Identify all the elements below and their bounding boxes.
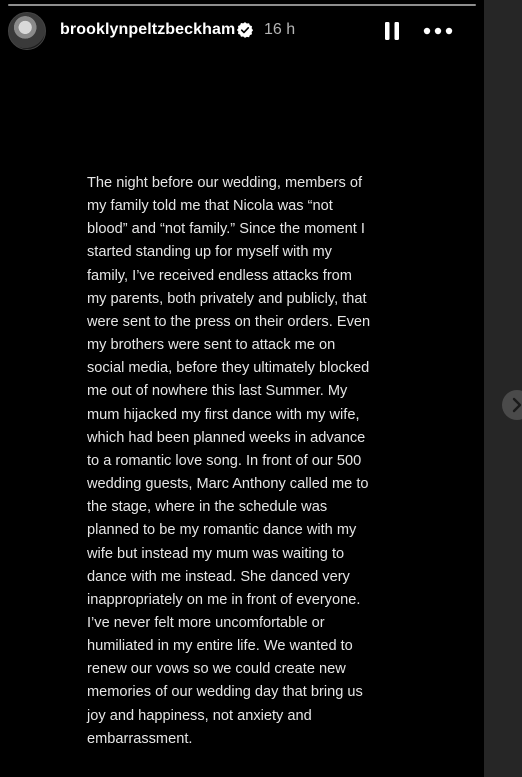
caption-line: my brothers were sent to attack me on: [87, 337, 336, 354]
username-link[interactable]: brooklynpeltzbeckham: [60, 21, 236, 38]
caption-line: social media, before they ultimately blocked: [87, 360, 370, 377]
verified-badge-icon: [236, 21, 254, 39]
avatar[interactable]: [8, 12, 46, 50]
caption-line: inappropriately on me in front of everyone.: [87, 591, 361, 608]
caption-line: embarrassment.: [87, 730, 193, 747]
story-header: [0, 10, 484, 52]
caption-line: dance with me instead. She danced very: [87, 568, 350, 585]
caption-line: I’ve never felt more uncomfortable or: [87, 614, 325, 631]
caption-line: the stage, where in the schedule was: [87, 499, 328, 516]
caption-line: me out of nowhere this last Summer. My: [87, 383, 348, 400]
caption-line: wedding guests, Marc Anthony called me to: [87, 476, 369, 493]
story-progress-bar: [8, 4, 476, 6]
caption-line: blood” and “not family.” Since the moment I: [87, 221, 365, 238]
caption-line: memories of our wedding day that bring us: [87, 684, 363, 701]
caption-line: renew our vows so we could create new: [87, 661, 346, 678]
story-text: [87, 172, 407, 751]
caption-line: joy and happiness, not anxiety and: [87, 707, 312, 724]
caption-line: my parents, both privately and publicly, that: [87, 290, 367, 307]
caption-line: family, I’ve received endless attacks from: [87, 267, 352, 284]
caption-line: my family told me that Nicola was “not: [87, 198, 333, 215]
caption-line: were sent to the press on their orders. Even: [87, 313, 371, 330]
side-backdrop: [484, 0, 522, 777]
caption-line: wife but instead my mum was waiting to: [87, 545, 345, 562]
caption-line: planned to be my romantic dance with my: [87, 522, 357, 539]
caption-line: humiliated in my entire life. We wanted to: [87, 638, 353, 655]
caption-line: which had been planned weeks in advance: [87, 429, 366, 446]
caption-line: started standing up for myself with my: [87, 244, 332, 261]
more-options-icon[interactable]: [420, 19, 456, 43]
caption-line: The night before our wedding, members of: [87, 175, 363, 191]
next-arrow-icon: [508, 396, 522, 414]
post-time: 16 h: [264, 21, 296, 38]
pause-icon[interactable]: [380, 19, 404, 43]
caption-line: mum hijacked my first dance with my wife,: [87, 406, 360, 423]
caption-line: to a romantic love song. In front of our 500: [87, 452, 362, 469]
